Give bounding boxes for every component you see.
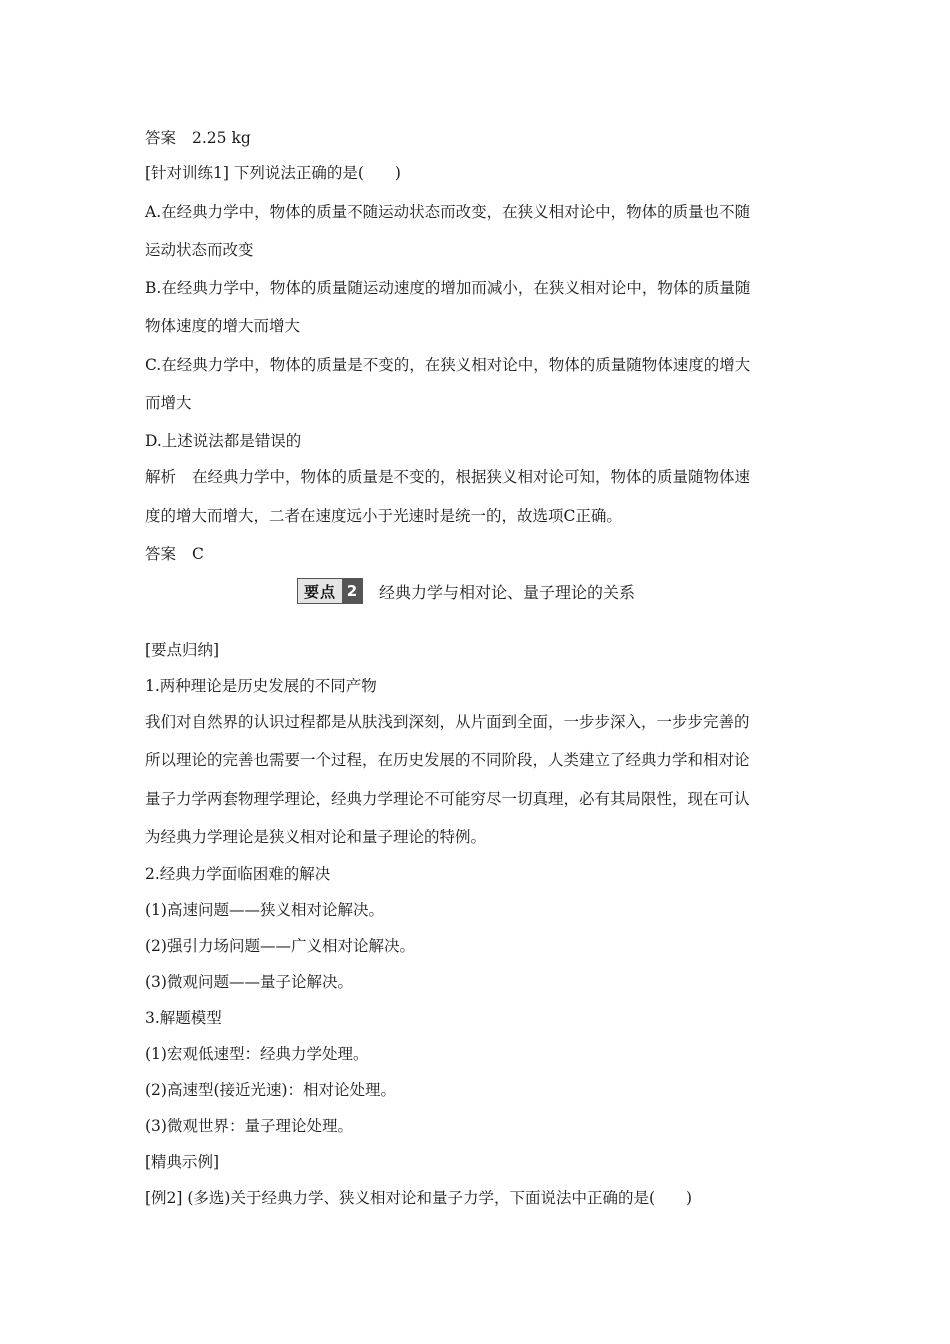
answer-value: 2.25 kg xyxy=(192,129,251,147)
example-heading: [精典示例] xyxy=(145,1153,220,1171)
analysis-label: 解析 xyxy=(145,468,177,486)
summary-para-line-4: 为经典力学理论是狭义相对论和量子理论的特例。 xyxy=(145,828,487,846)
summary-item3-3: (3)微观世界：量子理论处理。 xyxy=(145,1117,353,1135)
section-badge-text: 要点 xyxy=(304,582,337,601)
option-a-line-1: A.在经典力学中，物体的质量不随运动状态而改变，在狭义相对论中，物体的质量也不随 xyxy=(145,203,751,221)
summary-para-line-1: 我们对自然界的认识过程都是从肤浅到深刻，从片面到全面，一步步深入，一步步完善的 xyxy=(145,713,750,731)
answer-line-2 xyxy=(145,544,204,564)
summary-item3-1: (1)宏观低速型：经典力学处理。 xyxy=(145,1045,369,1063)
section-badge-number: 2 xyxy=(342,579,362,603)
section-badge xyxy=(297,578,363,604)
answer-label: 答案 xyxy=(145,545,177,563)
summary-item3-title: 3.解题模型 xyxy=(145,1009,222,1027)
section-title: 经典力学与相对论、量子理论的关系 xyxy=(379,582,636,602)
analysis-text-1: 在经典力学中，物体的质量是不变的，根据狭义相对论可知，物体的质量随物体速 xyxy=(192,468,751,486)
summary-item2-3: (3)微观问题——量子论解决。 xyxy=(145,973,353,991)
option-b-line-1: B.在经典力学中，物体的质量随运动速度的增加而减小，在狭义相对论中，物体的质量随 xyxy=(145,279,751,297)
section-header xyxy=(297,578,635,604)
option-c-line-2: 而增大 xyxy=(145,394,192,412)
answer-value: C xyxy=(192,545,204,563)
option-c-line-1: C.在经典力学中，物体的质量是不变的，在狭义相对论中，物体的质量随物体速度的增大 xyxy=(145,356,751,374)
example-prompt: [例2] (多选)关于经典力学、狭义相对论和量子力学，下面说法中正确的是( ) xyxy=(145,1189,693,1207)
summary-item2-1: (1)高速问题——狭义相对论解决。 xyxy=(145,901,384,919)
summary-item2-2: (2)强引力场问题——广义相对论解决。 xyxy=(145,937,415,955)
summary-item3-2: (2)高速型(接近光速)：相对论处理。 xyxy=(145,1081,397,1099)
option-d: D.上述说法都是错误的 xyxy=(145,432,302,450)
summary-heading: [要点归纳] xyxy=(145,641,220,659)
option-b-line-2: 物体速度的增大而增大 xyxy=(145,317,301,335)
summary-item2-title: 2.经典力学面临困难的解决 xyxy=(145,865,331,883)
analysis-line-1 xyxy=(145,467,750,487)
answer-line-1 xyxy=(145,128,251,148)
exercise-prompt: [针对训练1] 下列说法正确的是( ) xyxy=(145,164,401,182)
option-a-line-2: 运动状态而改变 xyxy=(145,241,254,259)
summary-para-line-3: 量子力学两套物理学理论，经典力学理论不可能穷尽一切真理，必有其局限性，现在可认 xyxy=(145,790,750,808)
answer-label: 答案 xyxy=(145,129,177,147)
summary-para-line-2: 所以理论的完善也需要一个过程，在历史发展的不同阶段，人类建立了经典力学和相对论 xyxy=(145,751,750,769)
analysis-line-2: 度的增大而增大，二者在速度远小于光速时是统一的，故选项C正确。 xyxy=(145,507,622,525)
summary-item1-title: 1.两种理论是历史发展的不同产物 xyxy=(145,677,377,695)
